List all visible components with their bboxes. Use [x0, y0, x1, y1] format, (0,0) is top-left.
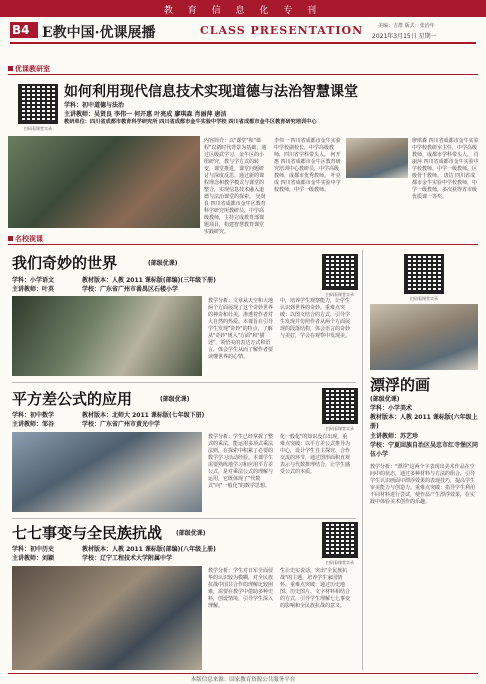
feature-speakers: 主讲教师：吴贤良 李伟一 何开惠 叶亮成 廖琪森 肖丽萍 唐洁	[64, 111, 227, 118]
lesson1-tag: (部级优课)	[148, 260, 178, 267]
feature-photo-small	[346, 138, 408, 178]
lesson2-textbook: 教材版本：北师大 2011 课标版(七年级下册)	[82, 412, 205, 419]
footer-source: 本版信息来源：国家教育资源公共服务平台	[190, 677, 296, 683]
english-title: CLASS PRESENTATION	[200, 24, 364, 37]
lesson3-subject: 学科：初中历史	[12, 546, 55, 553]
lesson3-text-a: 教学分析：学生对日军全面侵华的认识较为模糊，对全民族抗战中国共合作的理解比较困难，需要在教学中借助多种史料，创设情境，引导学生深入理解。	[208, 568, 274, 609]
footer-rule	[8, 673, 478, 674]
feature-col-2: 李伟一 四川省成都市金牛实验中学校副校长，中学高级教师，四川省学科带头人。 何开惠 四川省成都市金牛区教育研究培训中心教研员，中学高级教师，成都市优秀教师。 叶亮成 四川省成都市金牛实验中学校教师，中学一级教师。	[274, 138, 341, 193]
lesson1-title: 我们奇妙的世界	[12, 254, 118, 272]
masthead-rule	[10, 42, 476, 44]
side-school: 学校：宁夏回族自治区吴忠市红寺堡区同伍小学	[370, 442, 479, 458]
feature-col-1: 内容简介：以"课堂"和"课程"以新时代背景为基础，通过区级武学习，金牛区的小组研究，教与学方式的转变，课堂推进，课堂问题研讨与深度反思。通过新的课程理念和教学模式与课堂的整合，实现信息技术融入道德与法治课堂的探索。 吴贤良 四川省成都市金牛区教育科学研究所教研员，中学高级教师，主持完成教育部课题项目，构建智慧教育课堂实践研究。	[204, 138, 267, 235]
lesson2-title: 平方差公式的应用	[12, 390, 133, 408]
lesson3-textbook: 教材版本：人教 2011 课标版(部编)(八年级上册)	[82, 546, 216, 553]
lesson1-textbook: 教材版本：人教 2011 课标版(部编)(三年级下册)	[82, 277, 216, 284]
lesson3-school: 学校：辽宁工程技术大学附属中学	[82, 555, 173, 562]
lesson3-qr-code[interactable]	[322, 522, 358, 558]
lesson2-qr-code[interactable]	[322, 388, 358, 424]
side-qr-caption: 扫码看课堂实录	[410, 296, 438, 301]
section-label-1: 优课教研室	[15, 65, 50, 73]
lesson2-photo	[12, 432, 202, 512]
lesson2-qr-caption: 扫码看课堂实录	[326, 426, 354, 431]
side-subject: 学科：小学美术	[370, 405, 413, 412]
feature-units: 教研单位：四川省成都市教育科学研究所 四川省成都市金牛实验中学校 四川省成都市金牛区教育研究培训中心	[64, 119, 317, 125]
editor-line: 美编：吉群 版式：张治年	[378, 23, 435, 29]
side-tag: (部级优课)	[370, 396, 400, 403]
side-text: 教学分析："漂浮"这两个字表现出美术作品在空间中的状态，通过多种材料与方法的组合，引导学生认识画面中漂浮效果的表现技巧，提高学生审美能力与创造力。重难点突破：指导学生利用不同材料进行尝试，使作品产生漂浮效果，在实践中体验美术创作的乐趣。	[370, 464, 476, 505]
lesson-divider-1	[12, 382, 356, 383]
section-marker-1	[8, 66, 13, 71]
lesson3-title: 七七事变与全民族抗战	[12, 524, 163, 542]
lesson3-text-b: 生让史实说话，突出"全民族抗战"的主题，培养学生家国情怀。重难点突破：通过历史地图、历史图片、文字材料相结合的方式，引导学生理解七七事变的影响和全民族抗战的意义。	[280, 568, 351, 609]
lesson1-school: 学校：广东省广州市番禺区石楼小学	[82, 286, 179, 293]
side-textbook: 教材版本：人教 2011 课标版(六年级上册)	[370, 414, 478, 430]
lesson1-teacher: 主讲教师：叶英	[12, 286, 55, 293]
lesson2-teacher: 主讲教师：邹谷	[12, 421, 55, 428]
section-rule-2	[8, 244, 478, 245]
section-rule-1	[8, 74, 478, 75]
lesson2-text-b: 化一般化"的知识没有出现。重难点突破：以平方差公式推导为中心，设计学生自主探究、合作交流的环节，通过图形面积直观表示与代数推理结合，让学生感受公式的本质。	[280, 434, 351, 475]
lesson2-tag: (部级优课)	[160, 396, 190, 403]
lesson1-qr-caption: 扫码看课堂实录	[326, 292, 354, 297]
lesson1-text-a: 教学分析：文章从天空和大地两个方面展现了这个奇妙世界的神奇和壮美，渗透着作者对大自然的热爱。本课旨在引导学生发现"奇妙"的特点，了解从"奇妙"规入"方面"和"描述"，领悟美的表达方式和语言，体会学生从而了解作者要读懂世界的心情。	[208, 298, 274, 360]
feature-title: 如何利用现代信息技术实现道德与法治智慧课堂	[64, 84, 358, 100]
side-photo	[370, 304, 478, 370]
lesson1-text-b: 中，培养学生观察能力，让学生认识到世界的奇妙。重难点突破：以图文结合的方式，引导学生发现并仿照作者从两个方面展现的段落结构，体会语言的奇妙与美好，学会在观察中发现美。	[280, 298, 351, 339]
feature-qr-caption: 扫码看课堂实录	[24, 126, 52, 131]
lesson3-teacher: 主讲教师：刘颖	[12, 555, 55, 562]
paper-name: E教中国·优课展播	[42, 25, 156, 41]
feature-subject: 学科：初中道德与法治	[64, 102, 125, 109]
side-title: 漂浮的画	[370, 376, 431, 394]
lesson1-subject: 学科：小学语文	[12, 277, 55, 284]
section-marker-2	[8, 236, 13, 241]
feature-col-3: 廖琪森 四川省成都市金牛实验中学校教研室主任，中学高级教师，成都市学科带头人。 肖丽萍 四川省成都市金牛实验中学校教师，中学一级教师，区级骨干教师。 唐洁 四川省成都市金牛实验中学校教师，中学一级教师，多次获得省市级优质课一等奖。	[412, 138, 479, 200]
feature-qr-code[interactable]	[18, 84, 58, 124]
lesson3-qr-caption: 扫码看课堂实录	[326, 560, 354, 565]
side-column-rule	[362, 250, 363, 670]
section-label-2: 名校视课	[15, 235, 43, 243]
lesson2-subject: 学科：初中数学	[12, 412, 55, 419]
masthead-banner-text: 教 育 信 息 化 专 刊	[163, 6, 323, 16]
lesson2-school: 学校：广东省广州市黄光中学	[82, 421, 161, 428]
date-line: 2021年3月15日 星期一	[372, 33, 437, 40]
lesson3-tag: (部级优课)	[176, 530, 206, 537]
lesson3-photo	[12, 566, 202, 670]
lesson1-photo	[12, 296, 202, 376]
lesson-divider-2	[12, 518, 356, 519]
lesson1-qr-code[interactable]	[322, 254, 358, 290]
side-qr-code[interactable]	[404, 254, 444, 294]
lesson2-text-a: 教学分析：学生已经掌握了整式的乘法，能运用多项式乘法法则，在探索中积累了必要的数学学习活动经验。本课学生需要熟练地学习和应用平方差公式，是对乘法公式的理解与运用，它既体现了"代数式"向"一般化"的数学思想。	[208, 434, 274, 489]
side-teacher: 主讲教师：苏艺珍	[370, 433, 419, 440]
feature-photo	[8, 136, 200, 228]
page-code: B4	[12, 23, 30, 37]
